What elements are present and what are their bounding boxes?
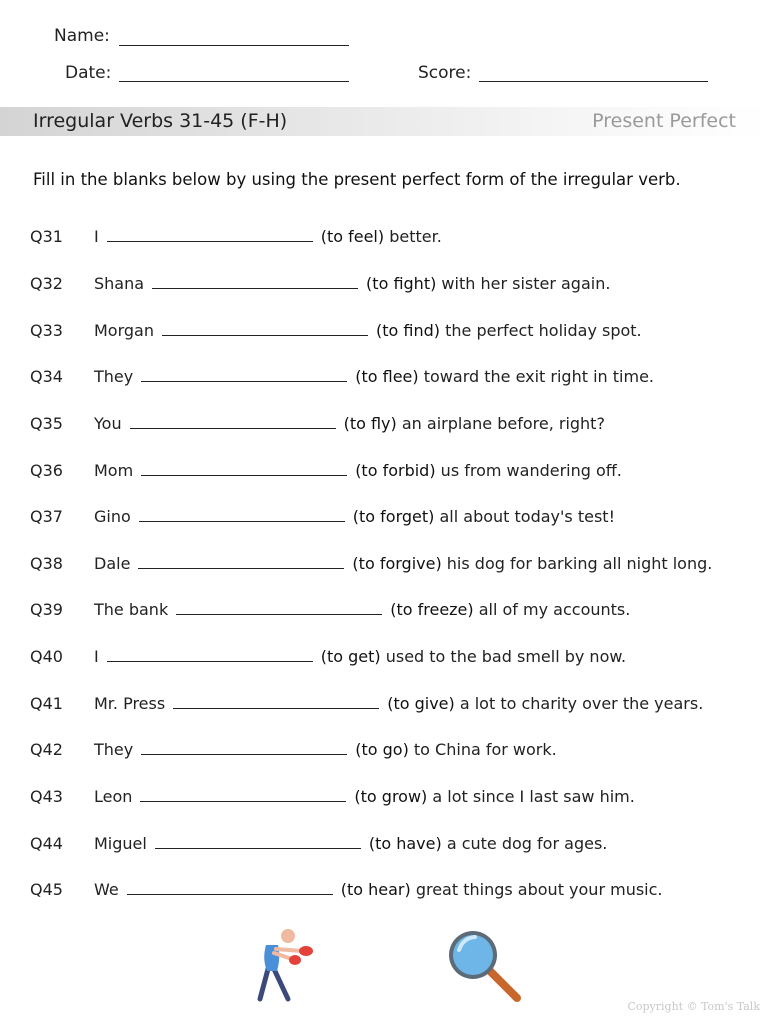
question-row bbox=[0, 740, 768, 764]
name-label: Name: bbox=[54, 26, 110, 46]
question-number: Q45 bbox=[30, 880, 63, 899]
question-row bbox=[0, 414, 768, 438]
question-sentence bbox=[94, 414, 605, 433]
question-subject: The bank bbox=[94, 600, 169, 619]
name-field[interactable] bbox=[119, 33, 349, 46]
question-subject: Mr. Press bbox=[94, 694, 166, 713]
question-sentence bbox=[94, 461, 622, 480]
question-verb: (to hear) bbox=[340, 880, 411, 899]
question-verb: (to fight) bbox=[366, 274, 437, 293]
answer-blank[interactable] bbox=[107, 228, 313, 242]
question-number: Q32 bbox=[30, 274, 63, 293]
question-rest: a cute dog for ages. bbox=[446, 834, 608, 853]
answer-blank[interactable] bbox=[140, 788, 346, 802]
question-rest: a lot since I last saw him. bbox=[432, 787, 635, 806]
answer-blank[interactable] bbox=[138, 555, 344, 569]
answer-blank[interactable] bbox=[141, 741, 347, 755]
question-subject: I bbox=[94, 227, 99, 246]
answer-blank[interactable] bbox=[141, 368, 347, 382]
question-subject: They bbox=[94, 367, 134, 386]
question-sentence bbox=[94, 834, 607, 853]
question-subject: Shana bbox=[94, 274, 145, 293]
copyright: Copyright © Tom's Talk bbox=[627, 1000, 760, 1013]
instructions: Fill in the blanks below by using the present perfect form of the irregular verb. bbox=[33, 170, 681, 189]
question-rest: used to the bad smell by now. bbox=[385, 647, 627, 666]
question-sentence bbox=[94, 740, 557, 759]
question-number: Q38 bbox=[30, 554, 63, 573]
question-sentence bbox=[94, 694, 703, 713]
question-rest: his dog for barking all night long. bbox=[446, 554, 713, 573]
question-row bbox=[0, 367, 768, 391]
question-rest: great things about your music. bbox=[415, 880, 663, 899]
score-field[interactable] bbox=[479, 69, 708, 82]
question-number: Q41 bbox=[30, 694, 63, 713]
question-verb: (to grow) bbox=[354, 787, 428, 806]
question-number: Q33 bbox=[30, 321, 63, 340]
question-row bbox=[0, 227, 768, 251]
question-number: Q34 bbox=[30, 367, 63, 386]
question-verb: (to get) bbox=[320, 647, 381, 666]
question-subject: Miguel bbox=[94, 834, 147, 853]
question-verb: (to have) bbox=[368, 834, 442, 853]
question-row bbox=[0, 647, 768, 671]
question-row bbox=[0, 787, 768, 811]
question-rest: to China for work. bbox=[413, 740, 557, 759]
question-rest: all of my accounts. bbox=[478, 600, 631, 619]
score-label: Score: bbox=[418, 63, 472, 83]
answer-blank[interactable] bbox=[173, 695, 379, 709]
question-verb: (to forgive) bbox=[352, 554, 442, 573]
worksheet-subtitle: Present Perfect bbox=[592, 110, 736, 132]
question-row bbox=[0, 834, 768, 858]
question-rest: the perfect holiday spot. bbox=[445, 321, 642, 340]
question-row bbox=[0, 274, 768, 298]
question-rest: us from wandering off. bbox=[440, 461, 622, 480]
question-number: Q35 bbox=[30, 414, 63, 433]
question-subject: Leon bbox=[94, 787, 133, 806]
magnifying-glass-icon bbox=[445, 928, 525, 1004]
question-number: Q43 bbox=[30, 787, 63, 806]
question-rest: toward the exit right in time. bbox=[423, 367, 654, 386]
question-rest: better. bbox=[389, 227, 442, 246]
question-sentence bbox=[94, 554, 712, 573]
answer-blank[interactable] bbox=[130, 415, 336, 429]
question-verb: (to forbid) bbox=[355, 461, 436, 480]
question-row bbox=[0, 461, 768, 485]
question-number: Q39 bbox=[30, 600, 63, 619]
answer-blank[interactable] bbox=[176, 601, 382, 615]
question-row bbox=[0, 554, 768, 578]
question-sentence bbox=[94, 647, 626, 666]
question-row bbox=[0, 321, 768, 345]
question-verb: (to fly) bbox=[343, 414, 397, 433]
question-sentence bbox=[94, 787, 635, 806]
question-sentence bbox=[94, 227, 442, 246]
question-number: Q37 bbox=[30, 507, 63, 526]
question-number: Q36 bbox=[30, 461, 63, 480]
question-row bbox=[0, 694, 768, 718]
answer-blank[interactable] bbox=[127, 881, 333, 895]
question-row bbox=[0, 600, 768, 624]
worksheet-title: Irregular Verbs 31-45 (F-H) bbox=[33, 110, 288, 132]
question-subject: They bbox=[94, 740, 134, 759]
question-sentence bbox=[94, 507, 615, 526]
question-verb: (to give) bbox=[387, 694, 455, 713]
question-number: Q40 bbox=[30, 647, 63, 666]
question-row bbox=[0, 507, 768, 531]
answer-blank[interactable] bbox=[139, 508, 345, 522]
answer-blank[interactable] bbox=[141, 462, 347, 476]
answer-blank[interactable] bbox=[155, 835, 361, 849]
question-subject: Dale bbox=[94, 554, 131, 573]
question-rest: all about today's test! bbox=[439, 507, 615, 526]
question-row bbox=[0, 880, 768, 904]
question-verb: (to forget) bbox=[352, 507, 435, 526]
question-rest: with her sister again. bbox=[441, 274, 611, 293]
answer-blank[interactable] bbox=[107, 648, 313, 662]
question-number: Q44 bbox=[30, 834, 63, 853]
question-sentence bbox=[94, 274, 610, 293]
question-verb: (to feel) bbox=[320, 227, 385, 246]
question-subject: Morgan bbox=[94, 321, 154, 340]
question-number: Q31 bbox=[30, 227, 63, 246]
question-verb: (to go) bbox=[355, 740, 409, 759]
question-rest: an airplane before, right? bbox=[401, 414, 605, 433]
question-verb: (to freeze) bbox=[390, 600, 474, 619]
question-subject: I bbox=[94, 647, 99, 666]
question-subject: Mom bbox=[94, 461, 134, 480]
date-label: Date: bbox=[65, 63, 112, 83]
answer-blank[interactable] bbox=[162, 322, 368, 336]
question-subject: Gino bbox=[94, 507, 131, 526]
boxer-icon bbox=[248, 925, 320, 1003]
question-verb: (to flee) bbox=[355, 367, 419, 386]
question-sentence bbox=[94, 321, 642, 340]
question-sentence bbox=[94, 367, 654, 386]
answer-blank[interactable] bbox=[152, 275, 358, 289]
date-field[interactable] bbox=[119, 69, 349, 82]
question-number: Q42 bbox=[30, 740, 63, 759]
question-sentence bbox=[94, 880, 663, 899]
question-verb: (to find) bbox=[376, 321, 441, 340]
question-rest: a lot to charity over the years. bbox=[459, 694, 704, 713]
question-sentence bbox=[94, 600, 630, 619]
question-subject: We bbox=[94, 880, 119, 899]
question-subject: You bbox=[94, 414, 122, 433]
